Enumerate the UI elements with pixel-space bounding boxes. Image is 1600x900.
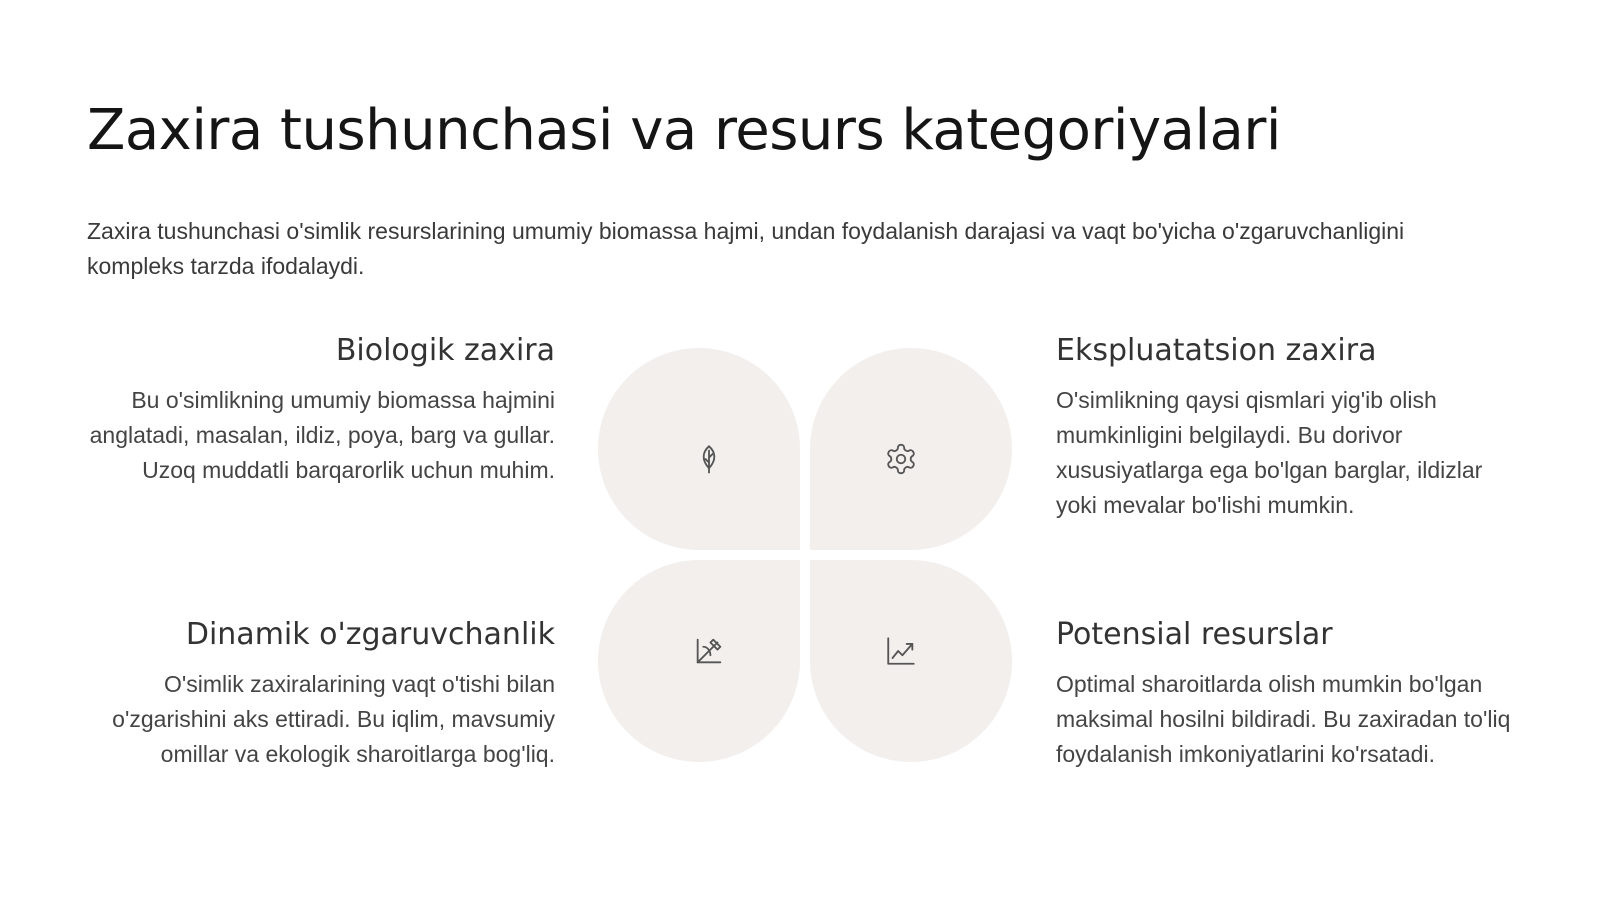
category-title: Ekspluatatsion zaxira (1056, 333, 1377, 368)
category-text: Bu o'simlikning umumiy biomassa hajmini anglatadi, masalan, ildiz, poya, barg va gullar. Uzoq muddatli barqarorlik uchun muhim. (89, 387, 555, 483)
category-text: O'simlikning qaysi qismlari yig'ib olish mumkinligini belgilaydi. Bu dorivor xususiyatlarga ega bo'lgan barglar, ildizlar yoki mevalar bo'lishi mumkin. (1056, 387, 1483, 518)
slide-title: Zaxira tushunchasi va resurs kategoriyalari (87, 98, 1281, 163)
slide-intro: Zaxira tushunchasi o'simlik resurslarining umumiy biomassa hajmi, undan foydalanish darajasi va vaqt bo'yicha o'zgaruvchanligini kompleks tarzda ifodalaydi. (87, 218, 1405, 279)
leaf-icon (692, 442, 726, 476)
gear-icon (884, 442, 918, 476)
trend-up-icon (884, 634, 918, 668)
petal-top-left (598, 348, 800, 550)
category-text: Optimal sharoitlarda olish mumkin bo'lgan maksimal hosilni bildiradi. Bu zaxiradan to'liq foydalanish imkoniyatlarini ko'rsatadi. (1056, 671, 1511, 767)
category-potential (1056, 615, 1526, 772)
chart-pen-icon (692, 634, 726, 668)
category-title: Potensial resurslar (1056, 617, 1333, 652)
category-biological (85, 331, 555, 488)
petal-bottom-right (810, 560, 1012, 762)
petal-top-right (810, 348, 1012, 550)
category-exploitation (1056, 331, 1526, 523)
category-title: Biologik zaxira (335, 333, 555, 368)
category-text: O'simlik zaxiralarining vaqt o'tishi bilan o'zgarishini aks ettiradi. Bu iqlim, mavsumiy omillar va ekologik sharoitlarga bog'liq. (112, 671, 555, 767)
category-title: Dinamik o'zgaruvchanlik (185, 617, 555, 652)
petal-bottom-left (598, 560, 800, 762)
category-dynamic (85, 615, 555, 772)
